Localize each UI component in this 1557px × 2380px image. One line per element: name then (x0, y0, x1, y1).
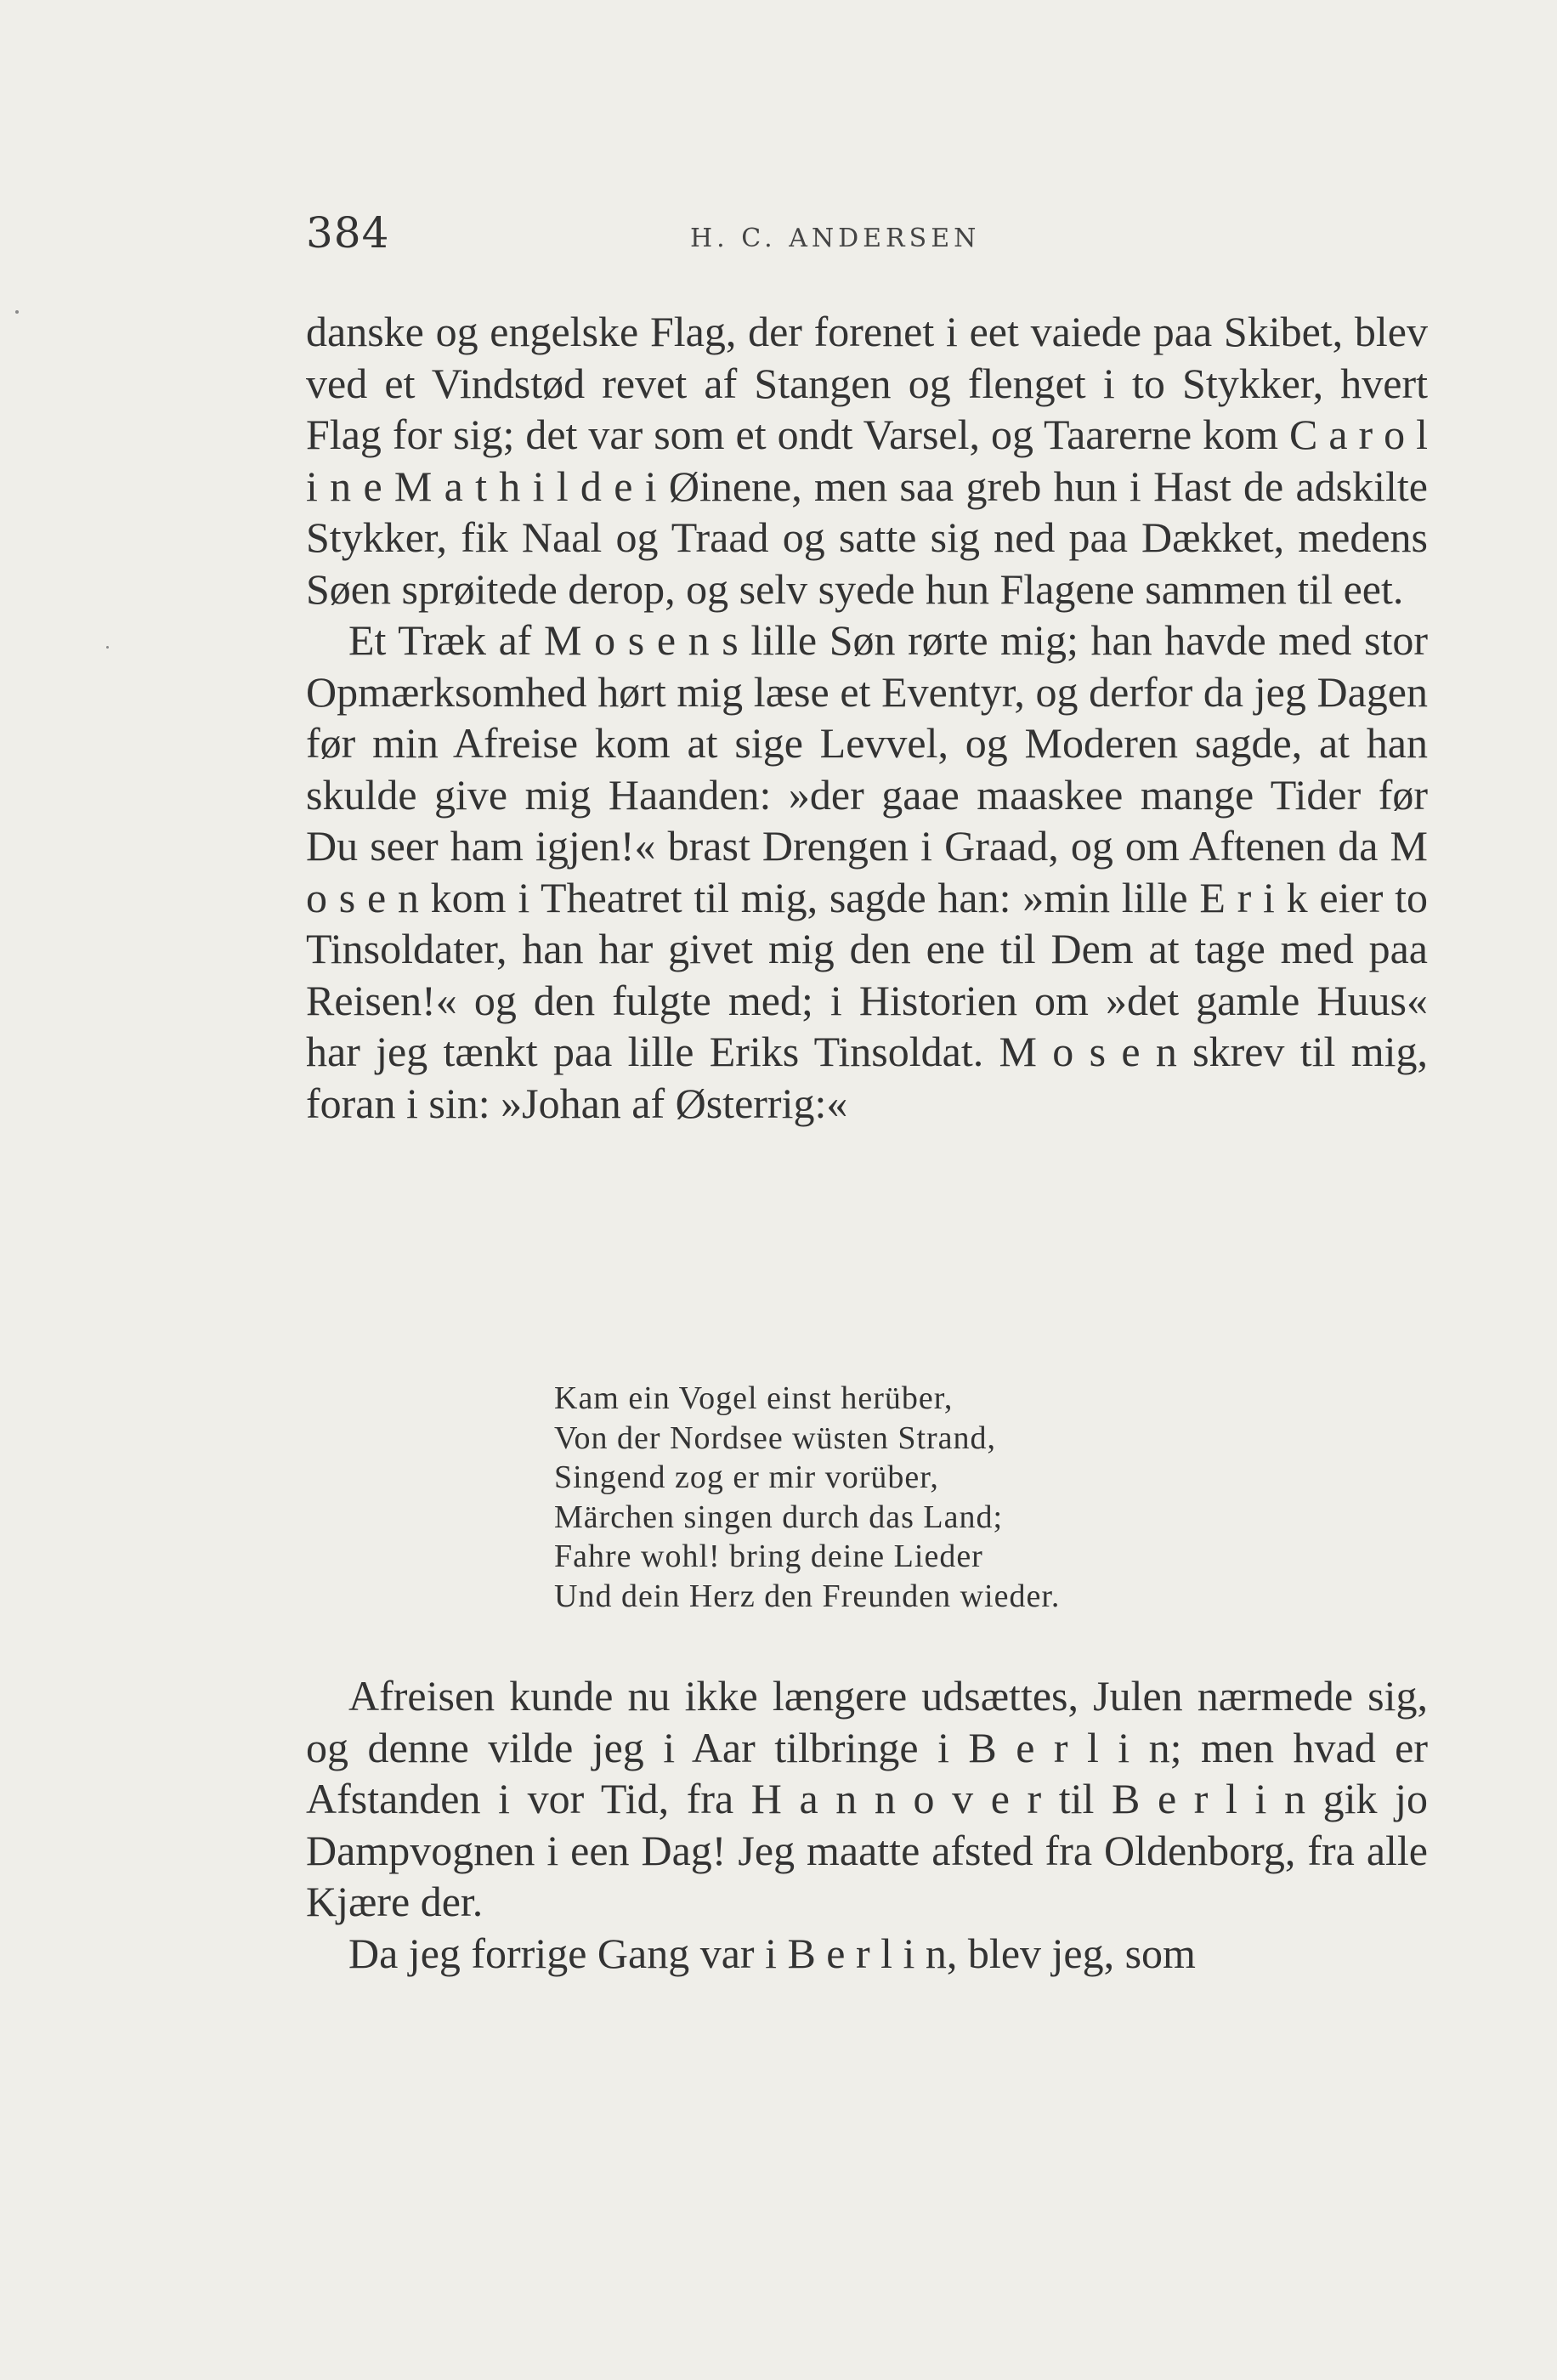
paragraph-3: Afreisen kunde nu ikke længere udsættes, Julen nærmede sig, og denne vilde jeg i Aar tilbringe i B e r l i n; men hvad er Afstanden i vor Tid, fra H a n n o v e r til B e r l i n gik jo Dampvognen i een Dag! Jeg maatte afsted fra Oldenborg, fra alle Kjære der. (306, 1672, 1428, 1925)
verse-line: Von der Nordsee wüsten Strand, (554, 1420, 997, 1456)
verse-block (554, 1379, 1060, 1616)
verse-line: Fahre wohl! bring deine Lieder (554, 1538, 983, 1574)
verse-line: Kam ein Vogel einst herüber, (554, 1380, 954, 1416)
verse-line: Singend zog er mir vorüber, (554, 1459, 939, 1495)
page-number: 384 (306, 208, 390, 258)
body-text (306, 306, 1428, 1129)
running-head: H. C. ANDERSEN (690, 224, 981, 253)
page-header (306, 208, 1428, 259)
body-text-continued (306, 1670, 1428, 1979)
verse-line: Märchen singen durch das Land; (554, 1499, 1004, 1535)
paragraph-2: Et Træk af M o s e n s lille Søn rørte mig; han havde med stor Opmærksomhed hørt mig læse et Eventyr, og derfor da jeg Dagen før min Afreise kom at sige Levvel, og Moderen sagde, at han skulde give mig Haanden: »der gaae maaskee mange Tider før Du seer ham igjen!« brast Drengen i Graad, og om Aftenen da M o s e n kom i Theatret til mig, sagde han: »min lille E r i k eier to Tinsoldater, han har givet mig den ene til Dem at tage med paa Reisen!« og den fulgte med; i Historien om »det gamle Huus« har jeg tænkt paa lille Eriks Tinsoldat. M o s e n skrev til mig, foran i sin: »Johan af Østerrig:« (306, 616, 1428, 1127)
paragraph-4: Da jeg forrige Gang var i B e r l i n, blev jeg, som (348, 1929, 1196, 1977)
paper-speck (15, 310, 19, 314)
paragraph-1: danske og engelske Flag, der forenet i eet vaiede paa Skibet, blev ved et Vindstød revet af Stangen og flenget i to Stykker, hvert Flag for sig; det var som et ondt Varsel, og Taarerne kom C a r o l i n e M a t h i l d e i Øinene, men saa greb hun i Hast de adskilte Stykker, fik Naal og Traad og satte sig ned paa Dækket, medens Søen sprøitede derop, og selv syede hun Flagene sammen til eet. (306, 308, 1428, 613)
paper-speck (106, 646, 109, 649)
verse-line: Und dein Herz den Freunden wieder. (554, 1578, 1061, 1614)
